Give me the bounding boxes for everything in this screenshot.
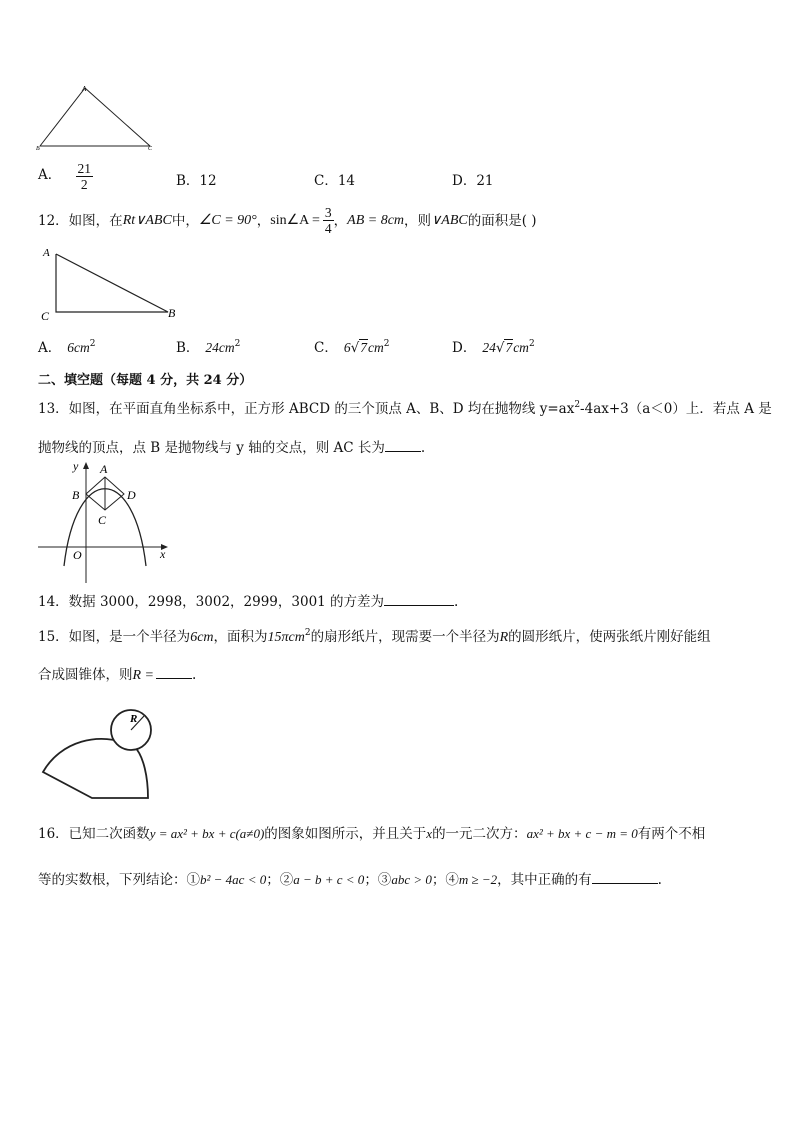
q12-triangle-abc: ∨ABC <box>431 212 468 228</box>
triangle-outline <box>56 254 168 312</box>
q14-text-end: . <box>454 594 459 610</box>
vertex-label-right: C <box>148 146 153 152</box>
label-r: R <box>130 713 138 725</box>
fraction-denominator: 2 <box>80 177 88 192</box>
q12-text-5: ，则 <box>404 212 432 229</box>
sqrt-icon: √ <box>350 340 360 356</box>
q13-answer-blank[interactable] <box>385 439 421 452</box>
option-b-value: 24cm <box>205 340 235 355</box>
option-c-label: C． <box>314 340 338 356</box>
q12-sin-fraction <box>323 205 334 236</box>
q16-conclusion-2: a − b + c < 0 <box>293 872 365 887</box>
q15-question-line-1: 15．如图，是一个半径为6cm，面积为15πcm$^2$的扇形纸片，现需要一个半径为R的圆形纸片，使两张纸片刚好能组 <box>38 628 711 645</box>
q12-text-4: ， <box>333 212 348 229</box>
vertex-label-a: A <box>43 247 50 259</box>
q15-text-1c: 的扇形纸片，现需要一个半径为 <box>310 629 500 645</box>
q12-option-b[interactable]: B． $24cm^2$ <box>176 339 241 356</box>
q15-answer-blank[interactable] <box>156 666 192 679</box>
q16-sep-1: ；② <box>266 872 294 888</box>
vertex-label-b: B <box>168 306 176 320</box>
q15-radius: 6cm <box>190 630 214 645</box>
q13-text-1b: -4ax+3（a＜0）上．若点 A 是 <box>580 401 772 417</box>
q12-option-a[interactable]: A． $6cm^2$ <box>38 339 96 356</box>
q16-question-line-2 <box>38 871 662 888</box>
q15-text-1d: 的圆形纸片，使两张纸片刚好能组 <box>508 629 711 645</box>
q16-conclusion-4: m ≥ −2 <box>458 872 498 887</box>
q13-parabola-figure <box>36 458 172 586</box>
option-a-fraction <box>76 161 94 192</box>
q16-text-1b: 的图象如图所示，并且关于 <box>264 826 427 842</box>
q12-rt-triangle: Rt∨ABC <box>122 212 172 228</box>
triangle-outline <box>40 88 150 146</box>
q14-text: 14．数据 3000，2998，3002，2999，3001 的方差为 <box>38 594 385 610</box>
q16-function: y = ax² + bx + c(a≠0) <box>149 826 265 841</box>
label-a: A <box>100 462 108 476</box>
q11-option-c[interactable]: C．14 <box>314 173 356 189</box>
label-c: C <box>98 513 107 527</box>
q13-text-2: 抛物线的顶点，点 B 是抛物线与 y 轴的交点，则 AC 长为 <box>38 440 385 456</box>
label-b: B <box>72 488 80 502</box>
q12-angle-c: ∠C = 90° <box>198 212 257 228</box>
q12-option-c[interactable]: C． $6√7cm^2$ <box>314 339 390 356</box>
q13-question-line-1 <box>38 401 772 417</box>
fraction-numerator: 3 <box>324 205 332 220</box>
q14-question <box>38 593 458 610</box>
q16-text-2b: ，其中正确的有 <box>497 872 592 888</box>
q15-area: 15πcm <box>267 630 305 645</box>
q16-question-line-1 <box>38 826 705 842</box>
q12-right-triangle-figure <box>36 244 182 324</box>
q15-r-equals: R = <box>132 668 154 683</box>
q12-option-d[interactable]: D． $24√7cm^2$ <box>452 339 535 356</box>
q11-option-a[interactable] <box>38 161 93 192</box>
vertex-label-c: C <box>41 309 50 323</box>
q16-text-1d: 有两个不相 <box>637 826 706 842</box>
option-d-radicand: 7 <box>505 340 513 355</box>
q14-answer-blank[interactable] <box>384 593 454 606</box>
sqrt-icon: √ <box>495 340 505 356</box>
option-a-label: A． <box>38 340 62 356</box>
q13-text-end: . <box>420 440 426 456</box>
label-y: y <box>73 459 79 473</box>
q15-sector-circle-figure <box>38 706 160 802</box>
option-c-coefficient: 6 <box>343 340 351 355</box>
q12-text-2: 中， <box>171 212 199 229</box>
section-heading-fill-in: 二、填空题（每题 4 分，共 24 分） <box>38 373 253 388</box>
option-d-unit: cm <box>513 340 529 355</box>
q13-text-1a: 13．如图，在平面直角坐标系中，正方形 ABCD 的三个顶点 A、B、D 均在抛物线 y=ax <box>38 401 575 417</box>
q15-text-end: . <box>192 667 197 683</box>
q16-equation: ax² + bx + c − m = 0 <box>526 826 638 841</box>
label-x: x <box>160 547 166 561</box>
q16-text-1a: 16．已知二次函数 <box>38 826 150 842</box>
q16-x-var: x <box>426 826 433 841</box>
q16-sep-2: ；③ <box>364 872 392 888</box>
option-a-value: 6cm <box>67 340 90 355</box>
q16-text-1c: 的一元二次方： <box>432 826 527 842</box>
label-d: D <box>127 488 136 502</box>
fraction-denominator: 4 <box>324 221 332 236</box>
q16-text-end: . <box>657 872 662 888</box>
q15-question-line-2 <box>38 666 196 684</box>
q16-sep-3: ；④ <box>431 872 459 888</box>
q12-ab-length: AB = 8cm <box>347 212 405 228</box>
q12-text-3: ， <box>256 212 271 229</box>
q11-option-d[interactable]: D．21 <box>452 173 494 189</box>
q16-conclusion-1: b² − 4ac < 0 <box>200 872 267 887</box>
q15-text-1a: 15．如图，是一个半径为 <box>38 629 191 645</box>
option-c-radicand: 7 <box>360 340 367 355</box>
q13-question-line-2 <box>38 439 425 456</box>
option-b-label: B． <box>176 340 200 356</box>
q11-triangle-figure <box>34 82 160 152</box>
q12-question <box>38 205 537 236</box>
q15-r-var: R <box>499 630 509 645</box>
q12-sin-a: sin∠A = <box>270 212 320 228</box>
q15-text-2a: 合成圆锥体，则 <box>38 667 133 683</box>
vertex-label-top: A <box>82 85 87 93</box>
q11-option-b[interactable]: B．12 <box>176 173 217 189</box>
option-d-label: D． <box>452 340 477 356</box>
q16-conclusion-3: abc > 0 <box>391 872 432 887</box>
q12-text-6: 的面积是( ) <box>467 212 537 229</box>
q13-superscript: 2 <box>574 400 581 410</box>
q16-text-2a: 等的实数根，下列结论：① <box>38 872 200 888</box>
q16-answer-blank[interactable] <box>592 871 658 884</box>
q15-text-1b: ，面积为 <box>213 629 268 645</box>
option-c-unit: cm <box>367 340 384 355</box>
q12-text-1: 12．如图，在 <box>38 212 123 229</box>
vertex-label-left: B <box>36 146 40 152</box>
fraction-numerator: 21 <box>77 161 92 176</box>
option-a-label: A． <box>38 167 62 183</box>
option-d-coefficient: 24 <box>482 340 496 355</box>
label-o: O <box>73 548 82 562</box>
y-axis-arrow-icon <box>83 462 89 469</box>
